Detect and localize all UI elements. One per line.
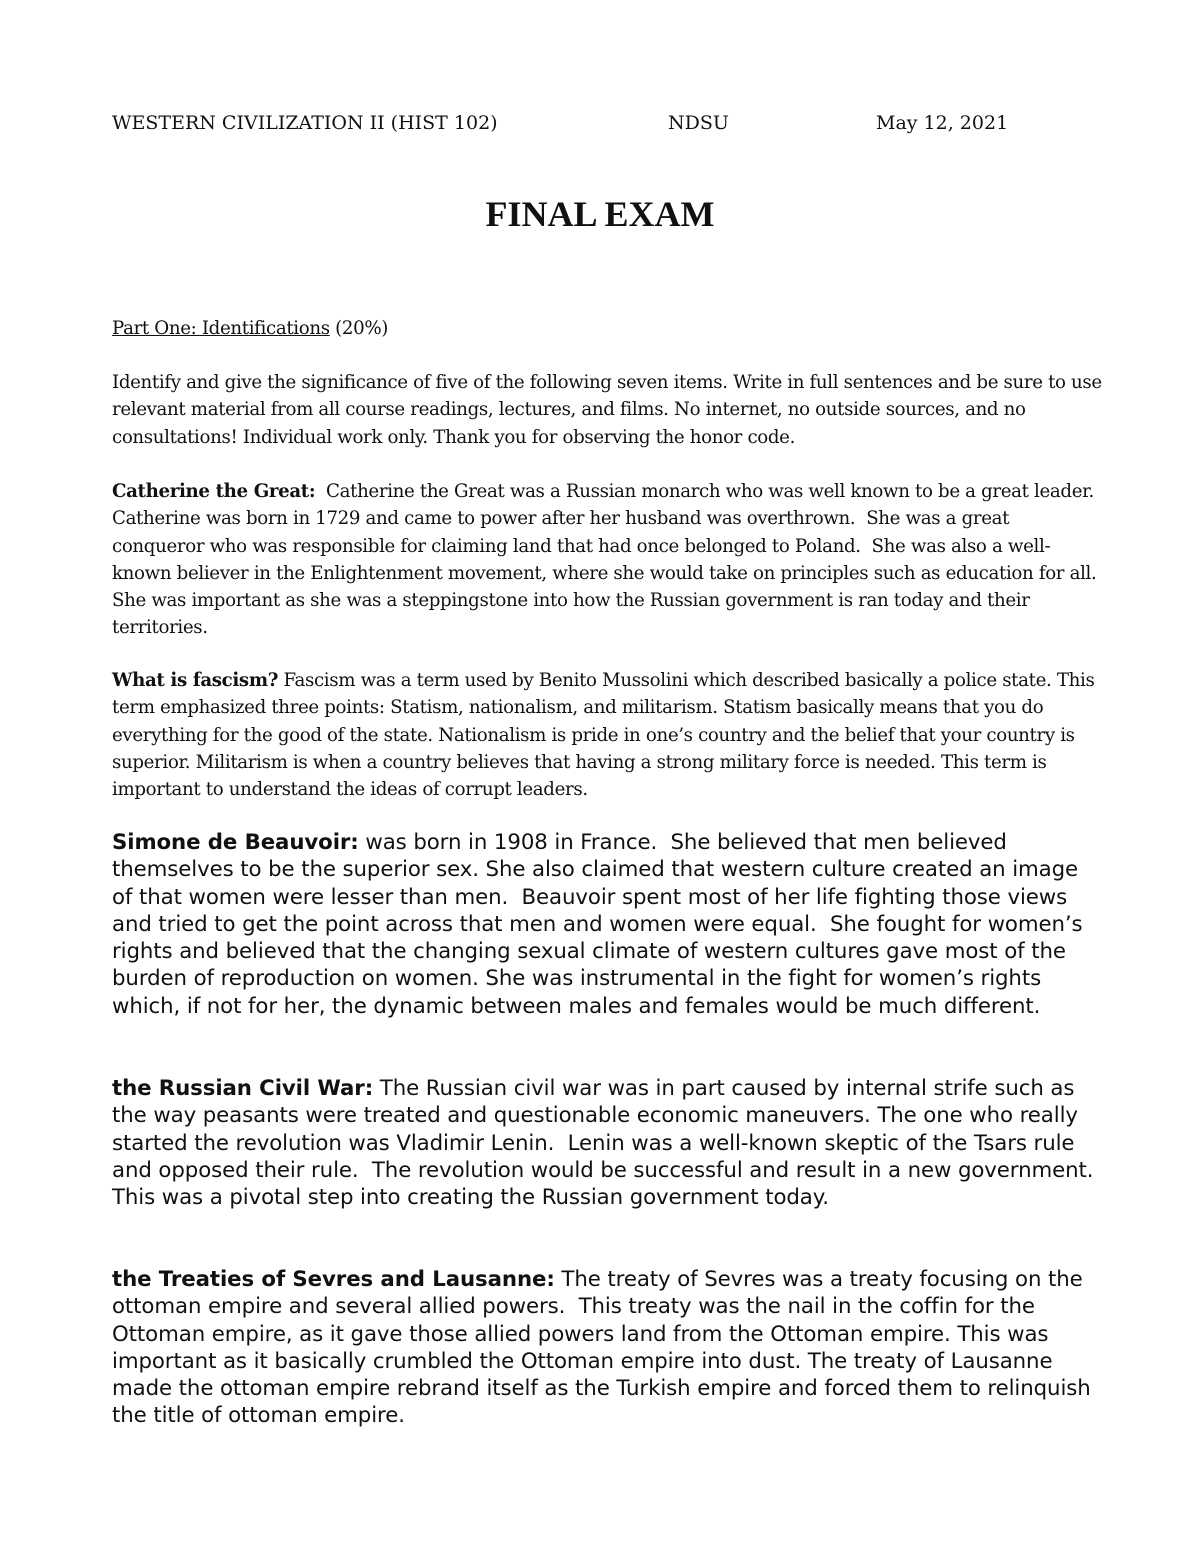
- entry-term: Simone de Beauvoir:: [112, 830, 359, 855]
- entry-catherine-the-great: [112, 478, 1105, 642]
- course-name: WESTERN CIVILIZATION II (HIST 102): [112, 112, 498, 134]
- document-header: [112, 112, 1012, 142]
- page-title: FINAL EXAM: [485, 194, 715, 234]
- exam-date: May 12, 2021: [876, 112, 1009, 134]
- entry-russian-civil-war: [112, 1075, 1107, 1211]
- entry-text: Catherine the Great was a Russian monarch who was well known to be a great leader. Catherine was born in 1729 and came to power after her husband was overthrown. She was a great conqueror who was responsible for claiming land that had once belonged to Poland. She was also a well-known believer in the Enlightenment movement, where she would take on principles such as education for all. She was important as she was a steppingstone into how the Russian government is ran today and their territories.: [112, 481, 1105, 639]
- section-heading: [112, 315, 1102, 342]
- entry-text: Fascism was a term used by Benito Mussolini which described basically a police state. This term emphasized three points: Statism, nationalism, and militarism. Statism basically means that you do everything for the good of the state. Nationalism is pride in one’s country and the belief that your country is superior. Militarism is when a country believes that having a strong military force is needed. This term is important to understand the ideas of corrupt leaders.: [112, 670, 1100, 801]
- entry-term: the Russian Civil War:: [112, 1076, 374, 1101]
- entry-term: the Treaties of Sevres and Lausanne:: [112, 1267, 555, 1292]
- section-label: Part One: Identifications: [112, 318, 330, 339]
- entry-term: What is fascism?: [112, 670, 279, 691]
- school-name: NDSU: [668, 112, 729, 134]
- entry-text: The Russian civil war was in part caused by internal strife such as the way peasants were treated and questionable economic maneuvers. The one who really started the revolution was Vladimir Lenin. Lenin was a well-known skeptic of the Tsars rule and opposed their rule. The revolution would be successful and result in a new government. This was a pivotal step into creating the Russian government today.: [112, 1076, 1107, 1211]
- entry-fascism: [112, 667, 1102, 803]
- entry-text: was born in 1908 in France. She believed that men believed themselves to be the superior sex. She also claimed that western culture created an image of that women were lesser than men. Beauvoir spent most of her life fighting those views and tried to get the point across that men and women were equal. She fought for women’s rights and believed that the changing sexual climate of western cultures gave most of the burden of reproduction on women. She was instrumental in the fight for women’s rights which, if not for her, the dynamic between males and females would be much different.: [112, 830, 1090, 1019]
- entry-text: The treaty of Sevres was a treaty focusing on the ottoman empire and several allied powers. This treaty was the nail in the coffin for the Ottoman empire, as it gave those allied powers land from the Ottoman empire. This was important as it basically crumbled the Ottoman empire into dust. The treaty of Lausanne made the ottoman empire rebrand itself as the Turkish empire and forced them to relinquish the title of ottoman empire.: [112, 1267, 1098, 1429]
- entry-term: Catherine the Great:: [112, 481, 316, 502]
- section-weight: (20%): [329, 318, 389, 339]
- instructions-paragraph: Identify and give the significance of five of the following seven items. Write in full sentences and be sure to use relevant material from all course readings, lectures, and films. No internet, no outside sources, and no consultations! Individual work only. Thank you for observing the honor code.: [112, 372, 1102, 448]
- entry-treaties-sevres-lausanne: [112, 1266, 1102, 1430]
- entry-simone-de-beauvoir: [112, 829, 1102, 1020]
